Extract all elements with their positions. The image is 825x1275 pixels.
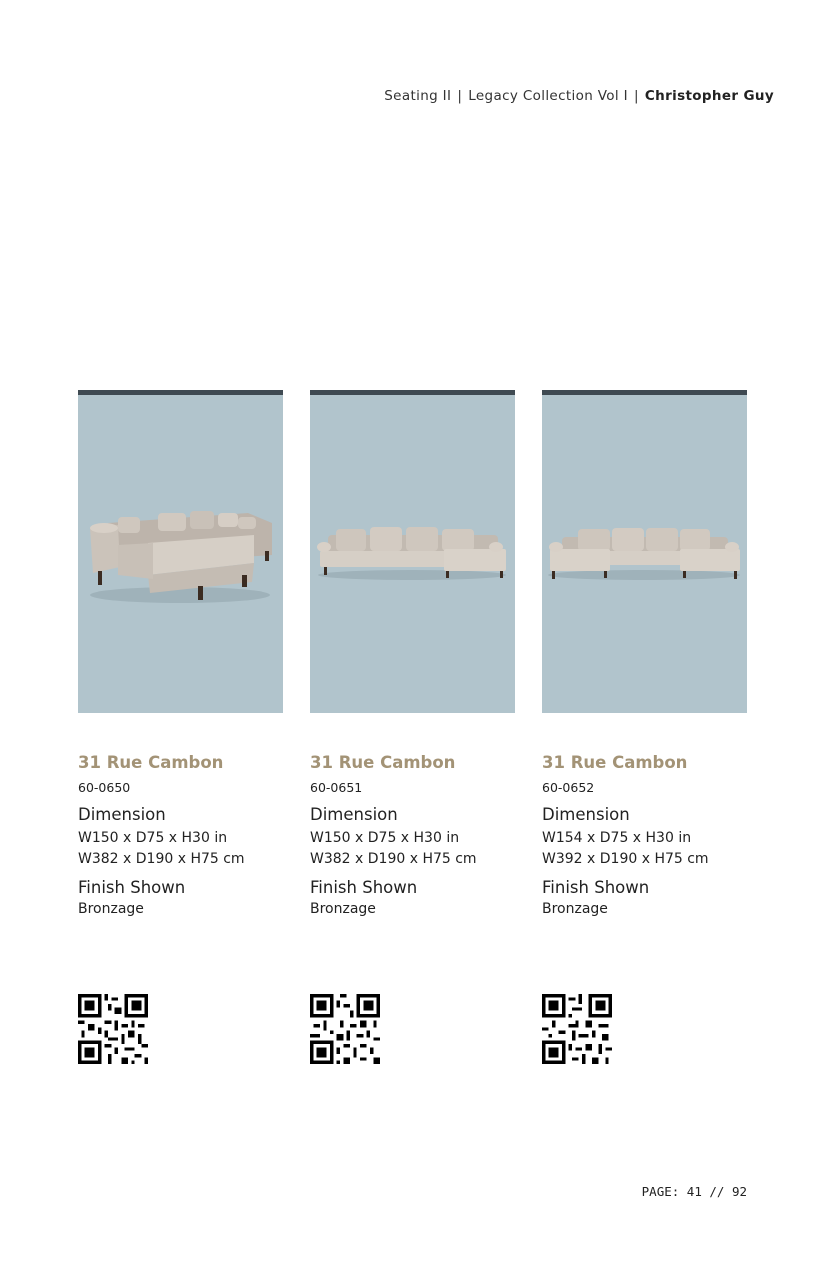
product-card bbox=[78, 390, 283, 917]
dimension-inches: W150 x D75 x H30 in bbox=[78, 830, 228, 846]
finish-value: Bronzage bbox=[78, 901, 144, 917]
page-number: PAGE: 41 // 92 bbox=[641, 1184, 747, 1199]
qr-code-icon[interactable] bbox=[78, 994, 148, 1064]
header-separator: | bbox=[633, 88, 639, 104]
finish-value: Bronzage bbox=[542, 901, 608, 917]
dimension-centimeters: W382 x D190 x H75 cm bbox=[310, 851, 477, 867]
dimension-heading: Dimension bbox=[542, 805, 630, 824]
dimension-centimeters: W392 x D190 x H75 cm bbox=[542, 851, 709, 867]
product-name: 31 Rue Cambon bbox=[542, 753, 688, 772]
header-section: Seating II bbox=[384, 88, 452, 104]
dimension-inches: W154 x D75 x H30 in bbox=[542, 830, 692, 846]
sofa-sectional-chaise-icon bbox=[310, 395, 515, 713]
product-code: 60-0652 bbox=[542, 780, 595, 795]
finish-heading: Finish Shown bbox=[542, 878, 650, 897]
product-code: 60-0650 bbox=[78, 780, 131, 795]
header-brand: Christopher Guy bbox=[644, 88, 774, 104]
finish-heading: Finish Shown bbox=[78, 878, 186, 897]
dimension-heading: Dimension bbox=[310, 805, 398, 824]
header-collection: Legacy Collection Vol I bbox=[468, 88, 628, 104]
dimension-centimeters: W382 x D190 x H75 cm bbox=[78, 851, 245, 867]
sofa-sectional-angled-icon bbox=[78, 395, 283, 713]
product-image[interactable] bbox=[78, 390, 283, 713]
qr-code-icon[interactable] bbox=[310, 994, 380, 1064]
product-code: 60-0651 bbox=[310, 780, 363, 795]
page-header bbox=[384, 88, 774, 104]
product-card bbox=[310, 390, 515, 917]
dimension-heading: Dimension bbox=[78, 805, 166, 824]
product-name: 31 Rue Cambon bbox=[310, 753, 456, 772]
product-name: 31 Rue Cambon bbox=[78, 753, 224, 772]
finish-value: Bronzage bbox=[310, 901, 376, 917]
product-card bbox=[542, 390, 747, 917]
product-image[interactable] bbox=[542, 390, 747, 713]
dimension-inches: W150 x D75 x H30 in bbox=[310, 830, 460, 846]
header-separator: | bbox=[457, 88, 463, 104]
finish-heading: Finish Shown bbox=[310, 878, 418, 897]
qr-code-icon[interactable] bbox=[542, 994, 612, 1064]
sofa-u-sectional-icon bbox=[542, 395, 747, 713]
product-image[interactable] bbox=[310, 390, 515, 713]
